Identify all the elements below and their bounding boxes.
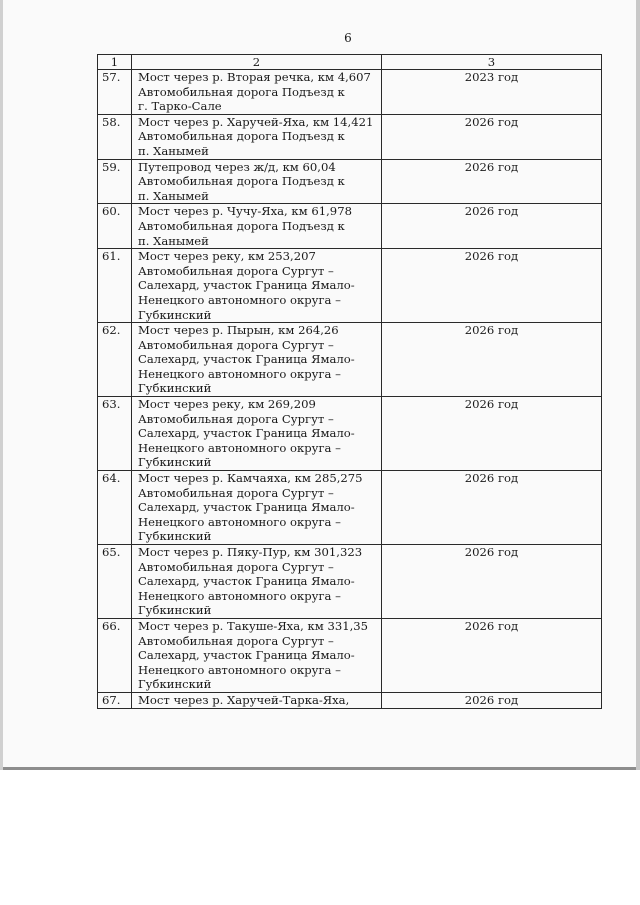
row-number: 60.	[98, 204, 132, 249]
row-year: 2026 год	[382, 204, 602, 249]
row-year: 2026 год	[382, 692, 602, 708]
row-object-name: Мост через реку, км 269,209 Автомобильная дорога Сургут – Салехард, участок Граница Ямало- Ненецкого автономного округа – Губкинский	[132, 397, 382, 471]
row-object-name: Мост через р. Вторая речка, км 4,607 Автомобильная дорога Подъезд к г. Тарко-Сале	[132, 70, 382, 115]
table-header-row	[98, 55, 602, 70]
row-number: 62.	[98, 323, 132, 397]
table-row	[98, 159, 602, 204]
row-year: 2026 год	[382, 114, 602, 159]
table-row	[98, 545, 602, 619]
row-year: 2023 год	[382, 70, 602, 115]
header-col-year: 3	[382, 55, 602, 70]
scan-edge-left	[0, 0, 3, 770]
table-row	[98, 692, 602, 708]
table-row	[98, 249, 602, 323]
row-year: 2026 год	[382, 249, 602, 323]
row-number: 67.	[98, 692, 132, 708]
header-col-number: 1	[98, 55, 132, 70]
row-year: 2026 год	[382, 397, 602, 471]
scan-edge-right	[636, 0, 640, 770]
row-year: 2026 год	[382, 471, 602, 545]
header-col-object: 2	[132, 55, 382, 70]
page-number: 6	[344, 31, 352, 45]
table-row	[98, 397, 602, 471]
row-object-name: Мост через р. Пырын, км 264,26 Автомобильная дорога Сургут – Салехард, участок Граница Ямало- Ненецкого автономного округа – Губкинский	[132, 323, 382, 397]
row-object-name: Мост через р. Чучу-Яха, км 61,978 Автомобильная дорога Подъезд к п. Ханымей	[132, 204, 382, 249]
row-object-name: Мост через реку, км 253,207 Автомобильная дорога Сургут – Салехард, участок Граница Ямало- Ненецкого автономного округа – Губкинский	[132, 249, 382, 323]
row-object-name: Мост через р. Харучей-Яха, км 14,421 Автомобильная дорога Подъезд к п. Ханымей	[132, 114, 382, 159]
row-year: 2026 год	[382, 618, 602, 692]
row-number: 63.	[98, 397, 132, 471]
row-object-name: Мост через р. Такуше-Яха, км 331,35 Автомобильная дорога Сургут – Салехард, участок Граница Ямало- Ненецкого автономного округа – Губкинский	[132, 618, 382, 692]
table-row	[98, 204, 602, 249]
row-year: 2026 год	[382, 159, 602, 204]
table-row	[98, 471, 602, 545]
row-object-name: Мост через р. Харучей-Тарка-Яха,	[132, 692, 382, 708]
row-number: 64.	[98, 471, 132, 545]
table-row	[98, 114, 602, 159]
row-number: 65.	[98, 545, 132, 619]
row-number: 59.	[98, 159, 132, 204]
row-object-name: Мост через р. Камчаяха, км 285,275 Автомобильная дорога Сургут – Салехард, участок Граница Ямало- Ненецкого автономного округа – Губкинский	[132, 471, 382, 545]
row-year: 2026 год	[382, 545, 602, 619]
table-row	[98, 70, 602, 115]
row-number: 66.	[98, 618, 132, 692]
row-object-name: Мост через р. Пяку-Пур, км 301,323 Автомобильная дорога Сургут – Салехард, участок Граница Ямало- Ненецкого автономного округа – Губкинский	[132, 545, 382, 619]
row-number: 57.	[98, 70, 132, 115]
row-object-name: Путепровод через ж/д, км 60,04 Автомобильная дорога Подъезд к п. Ханымей	[132, 159, 382, 204]
row-year: 2026 год	[382, 323, 602, 397]
table-row	[98, 618, 602, 692]
bridges-table	[97, 54, 602, 709]
row-number: 58.	[98, 114, 132, 159]
row-number: 61.	[98, 249, 132, 323]
table-row	[98, 323, 602, 397]
